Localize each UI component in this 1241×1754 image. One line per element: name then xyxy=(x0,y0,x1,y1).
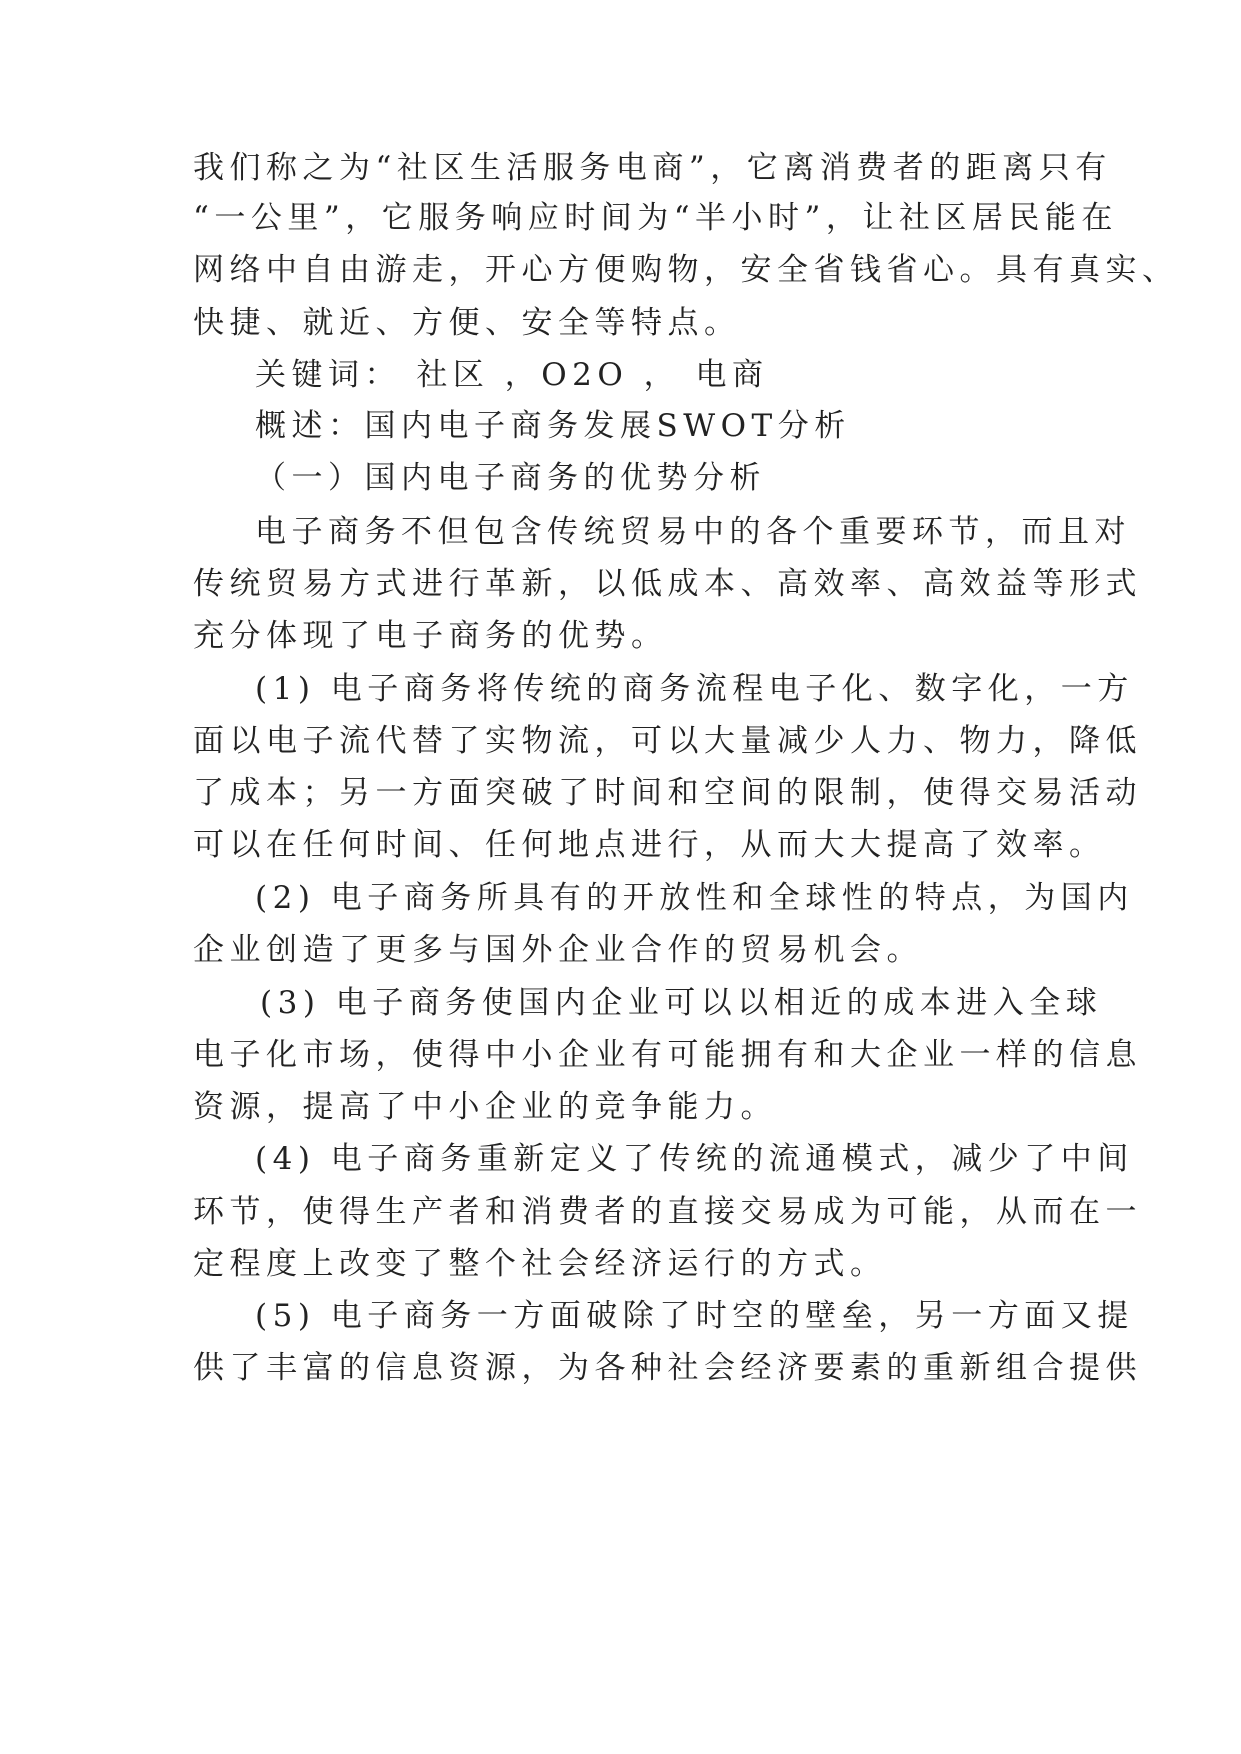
keywords-line: 关键词： 社区 ，O2O ， 电商 xyxy=(255,357,769,393)
list-item-line: (4) 电子商务重新定义了传统的流通模式，减少了中间 xyxy=(255,1141,1134,1177)
text-line: 了成本；另一方面突破了时间和空间的限制，使得交易活动 xyxy=(193,775,1142,811)
text-line: 传统贸易方式进行革新，以低成本、高效率、高效益等形式 xyxy=(193,566,1142,602)
list-item-line: (2) 电子商务所具有的开放性和全球性的特点，为国内 xyxy=(255,880,1134,916)
text-line: 我们称之为“社区生活服务电商”，它离消费者的距离只有 xyxy=(193,150,1112,186)
text-line: 资源，提高了中小企业的竞争能力。 xyxy=(193,1089,777,1125)
text-line: 定程度上改变了整个社会经济运行的方式。 xyxy=(193,1246,887,1282)
list-item-line: (3) 电子商务使国内企业可以以相近的成本进入全球 xyxy=(260,985,1103,1021)
text-line: “一公里”，它服务响应时间为“半小时”，让社区居民能在 xyxy=(193,200,1118,236)
overview-heading: 概述：国内电子商务发展SWOT分析 xyxy=(255,408,851,444)
text-line: 网络中自由游走，开心方便购物，安全省钱省心。具有真实、 xyxy=(193,252,1179,288)
text-line: 可以在任何时间、任何地点进行，从而大大提高了效率。 xyxy=(193,827,1106,863)
text-line: 面以电子流代替了实物流，可以大量减少人力、物力，降低 xyxy=(193,723,1142,759)
list-item-line: (5) 电子商务一方面破除了时空的壁垒，另一方面又提 xyxy=(255,1298,1134,1334)
text-line: 供了丰富的信息资源，为各种社会经济要素的重新组合提供 xyxy=(193,1350,1142,1386)
section-heading: （一）国内电子商务的优势分析 xyxy=(255,460,766,496)
text-line: 电子商务不但包含传统贸易中的各个重要环节，而且对 xyxy=(255,514,1131,550)
text-line: 环节，使得生产者和消费者的直接交易成为可能，从而在一 xyxy=(193,1194,1142,1230)
text-line: 企业创造了更多与国外企业合作的贸易机会。 xyxy=(193,932,923,968)
text-line: 充分体现了电子商务的优势。 xyxy=(193,618,668,654)
text-line: 快捷、就近、方便、安全等特点。 xyxy=(193,305,741,341)
list-item-line: (1) 电子商务将传统的商务流程电子化、数字化，一方 xyxy=(255,671,1134,707)
text-line: 电子化市场，使得中小企业有可能拥有和大企业一样的信息 xyxy=(193,1037,1142,1073)
